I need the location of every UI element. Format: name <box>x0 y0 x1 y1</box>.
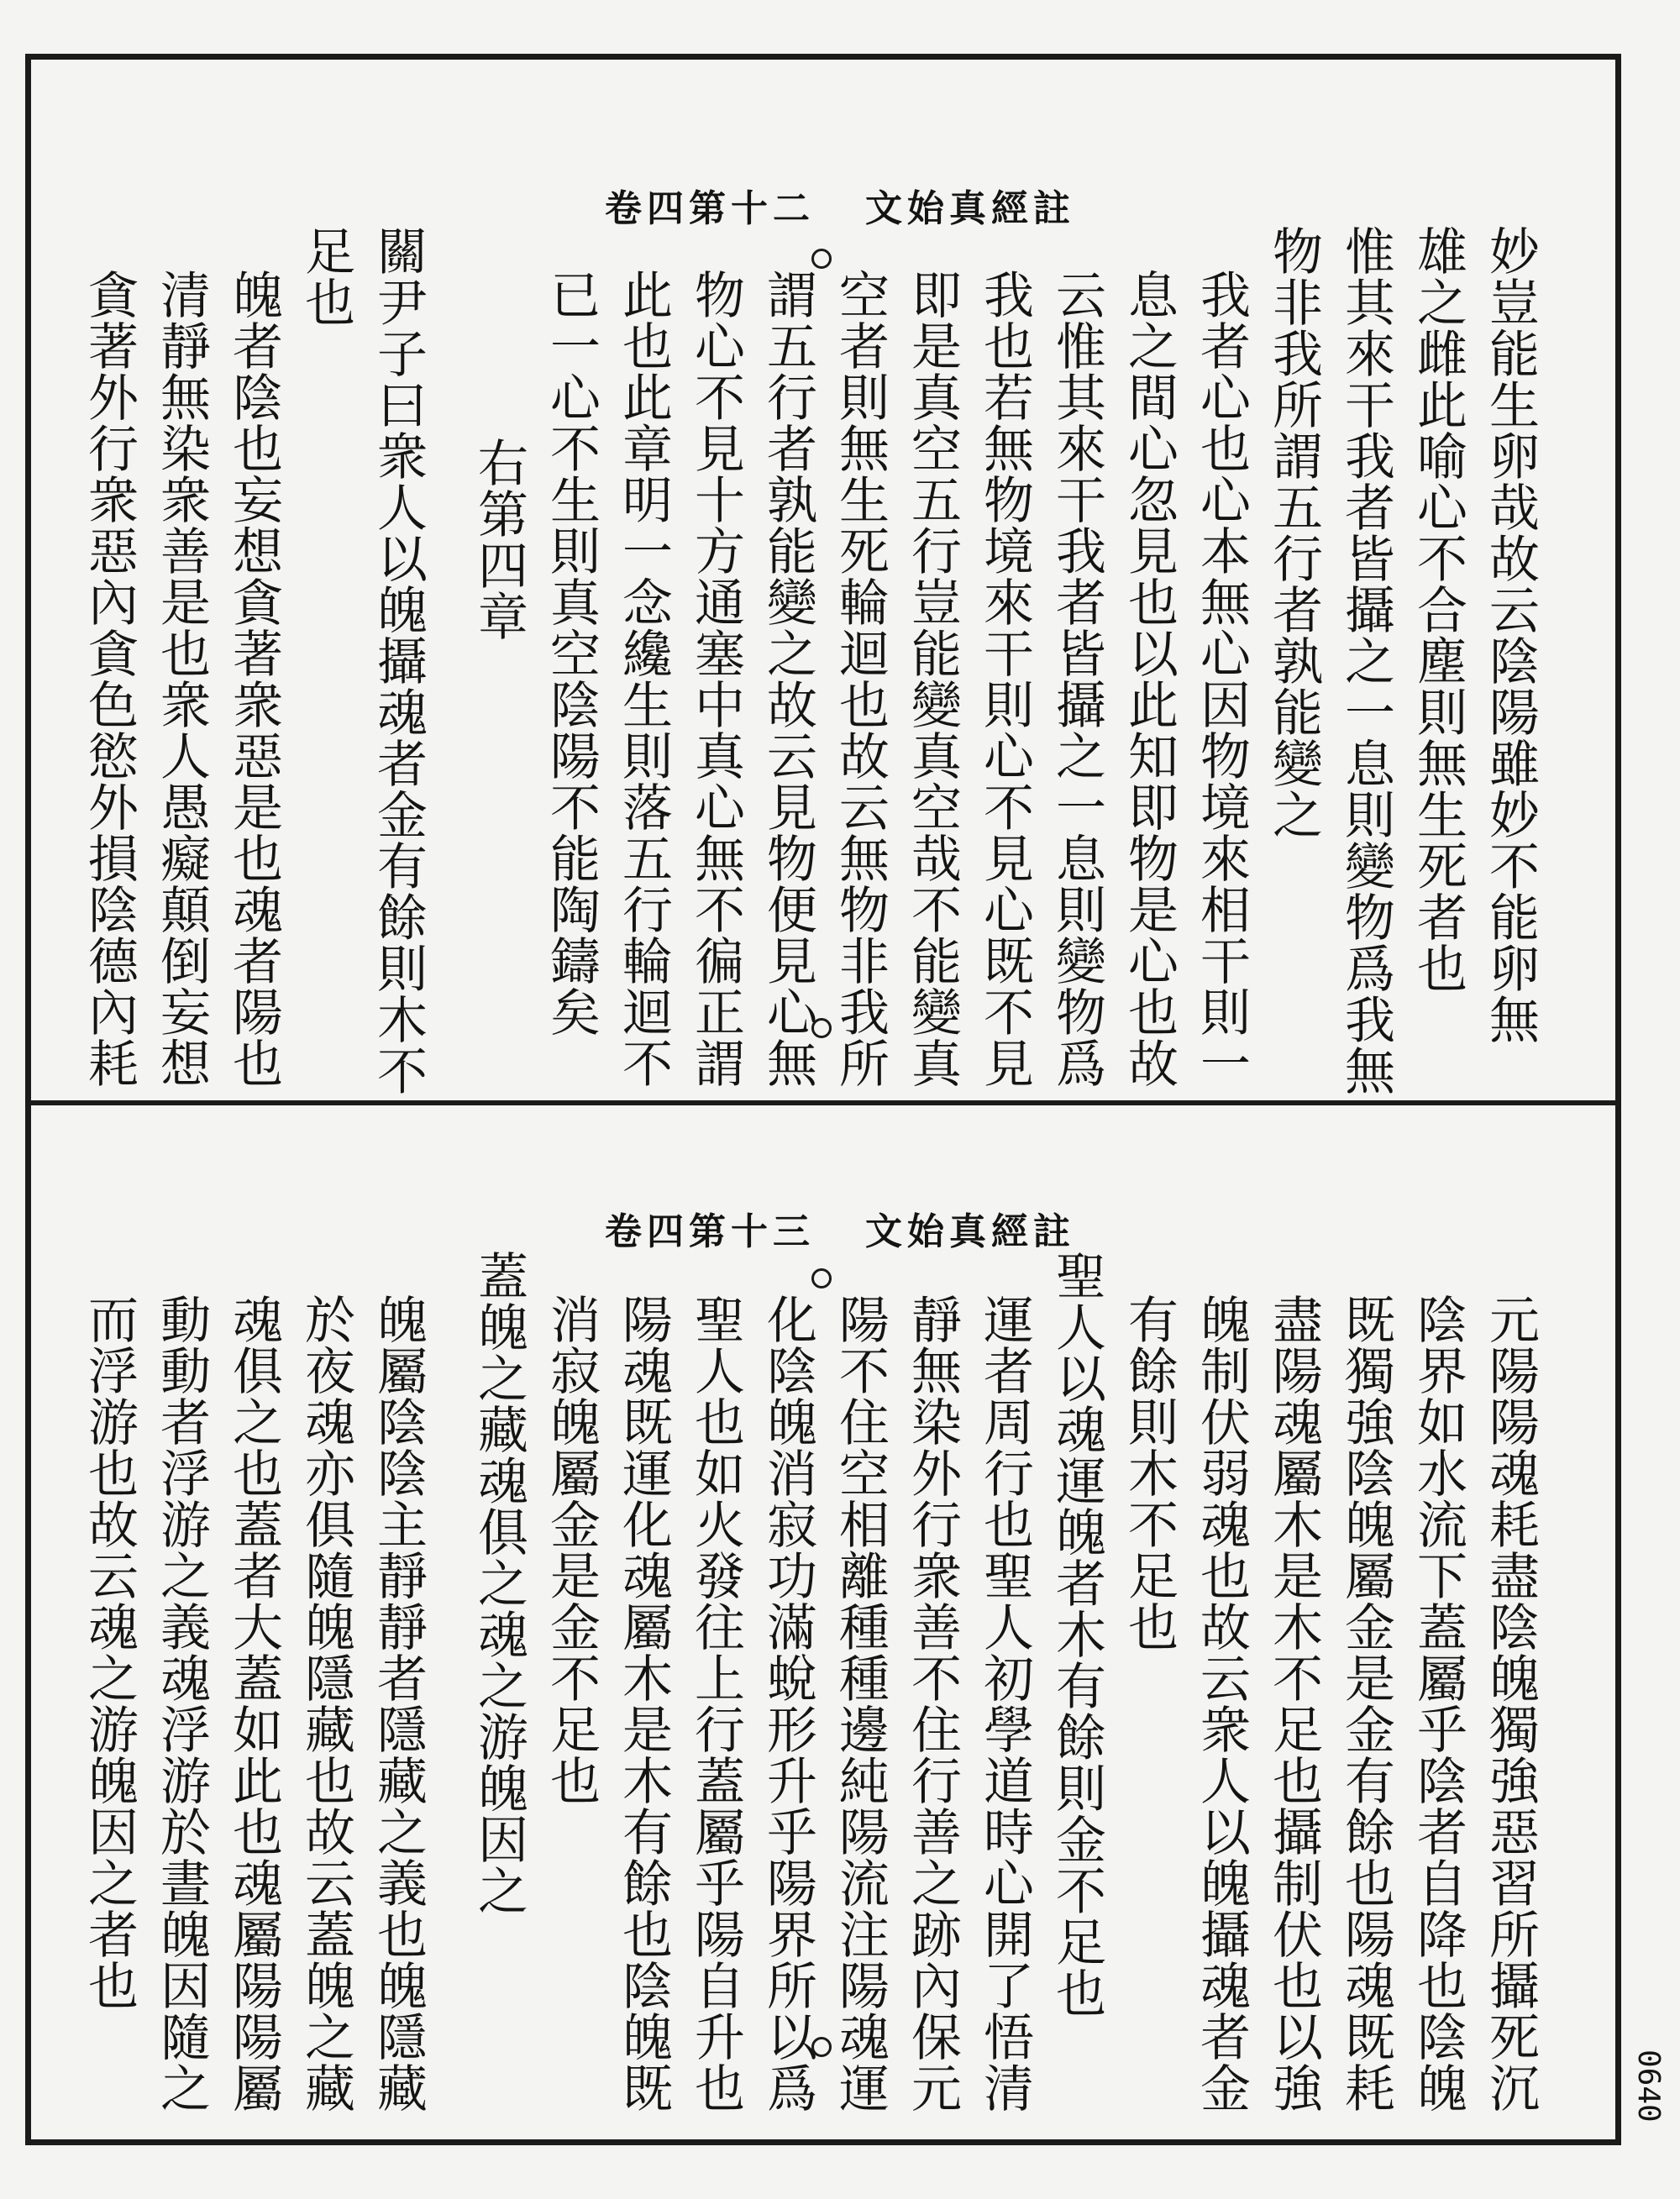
text-column: 物心不見十方通塞中真心無不徧正謂 <box>686 269 745 1089</box>
text-column: 關尹子曰衆人以魄攝魂者金有餘則木不 <box>369 225 428 1096</box>
bottom-page-header <box>546 1201 1134 1255</box>
text-column: 既獨強陰魄屬金是金有餘也陽魂既耗 <box>1336 1294 1395 2113</box>
text-column: 魄屬陰陰主靜靜者隱藏之義也魄隱藏 <box>369 1294 428 2113</box>
section-circle-mark <box>811 1018 832 1038</box>
top-page-header <box>546 178 1134 232</box>
text-column: 貪著外行衆惡內貪色慾外損陰德內耗 <box>80 269 139 1089</box>
text-column: 足也 <box>297 225 355 328</box>
text-column: 惟其來干我者皆攝之一息則變物爲我無 <box>1336 225 1395 1096</box>
text-column: 空者則無生死輪迴也故云無物非我所 <box>831 269 890 1089</box>
text-column: 而浮游也故云魂之游魄因之者也 <box>80 1294 139 2011</box>
text-column: 妙豈能生卵哉故云陰陽雖妙不能卵無 <box>1481 225 1540 1045</box>
chapter-label: 右第四章 <box>470 437 528 642</box>
section-circle-mark <box>811 2037 832 2057</box>
text-column: 物非我所謂五行者孰能變之 <box>1264 225 1323 840</box>
text-column: 我者心也心本無心因物境來相干則一 <box>1192 269 1251 1089</box>
text-column: 我也若無物境來干則心不見心既不見 <box>975 269 1034 1089</box>
text-column: 此也此章明一念纔生則落五行輪迴不 <box>614 269 673 1089</box>
text-column: 運者周行也聖人初學道時心開了悟清 <box>975 1294 1034 2113</box>
text-column: 陽魂既運化魂屬木是木有餘也陰魄既 <box>614 1294 673 2113</box>
text-column: 息之間心忽見也以此知即物是心也故 <box>1120 269 1179 1089</box>
text-column: 元陽陽魂耗盡陰魄獨強惡習所攝死沉 <box>1481 1294 1540 2113</box>
text-column: 化陰魄消寂功滿蛻形升乎陽界所以爲 <box>759 1294 817 2113</box>
section-circle-mark <box>811 1268 832 1288</box>
margin-page-number: 0640 <box>1631 2049 1666 2123</box>
bottom-header-volume: 卷四第十三 <box>605 1210 815 1253</box>
text-column: 有餘則木不足也 <box>1120 1294 1179 1652</box>
text-column: 靜無染外行衆善不住行善之跡內保元 <box>903 1294 962 2113</box>
text-column: 魄制伏弱魂也故云衆人以魄攝魂者金 <box>1192 1294 1251 2113</box>
text-column: 聖人以魂運魄者木有餘則金不足也 <box>1047 1250 1106 2018</box>
text-column: 魄者陰也妄想貪著衆惡是也魂者陽也 <box>224 269 283 1089</box>
section-circle-mark <box>811 249 832 269</box>
text-column: 於夜魂亦俱隨魄隱藏也故云蓋魄之藏 <box>297 1294 355 2113</box>
text-column: 聖人也如火發往上行蓋屬乎陽自升也 <box>686 1294 745 2113</box>
text-column: 雄之雌此喻心不合塵則無生死者也 <box>1409 225 1467 994</box>
top-header-title: 文始真經註 <box>865 187 1075 230</box>
bottom-header-title: 文始真經註 <box>865 1210 1075 1253</box>
text-column: 動動者浮游之義魂浮游於晝魄因隨之 <box>152 1294 211 2113</box>
text-column: 清靜無染衆善是也衆人愚癡顛倒妄想 <box>152 269 211 1089</box>
text-column: 盡陽魂屬木是木不足也攝制伏也以強 <box>1264 1294 1323 2113</box>
top-header-volume: 卷四第十二 <box>605 187 815 230</box>
text-column: 陰界如水流下蓋屬乎陰者自降也陰魄 <box>1409 1294 1467 2113</box>
page-divider <box>25 1100 1621 1105</box>
text-column: 云惟其來干我者皆攝之一息則變物爲 <box>1047 269 1106 1089</box>
text-column: 即是真空五行豈能變真空哉不能變真 <box>903 269 962 1089</box>
text-column: 陽不住空相離種種邊純陽流注陽魂運 <box>831 1294 890 2113</box>
text-column: 魂俱之也蓋者大蓋如此也魂屬陽陽屬 <box>224 1294 283 2113</box>
text-column: 已一心不生則真空陰陽不能陶鑄矣 <box>542 269 601 1037</box>
text-column: 蓋魄之藏魂俱之魂之游魄因之 <box>470 1250 528 1916</box>
text-column: 謂五行者孰能變之故云見物便見心無 <box>759 269 817 1089</box>
text-column: 消寂魄屬金是金不足也 <box>542 1294 601 1806</box>
